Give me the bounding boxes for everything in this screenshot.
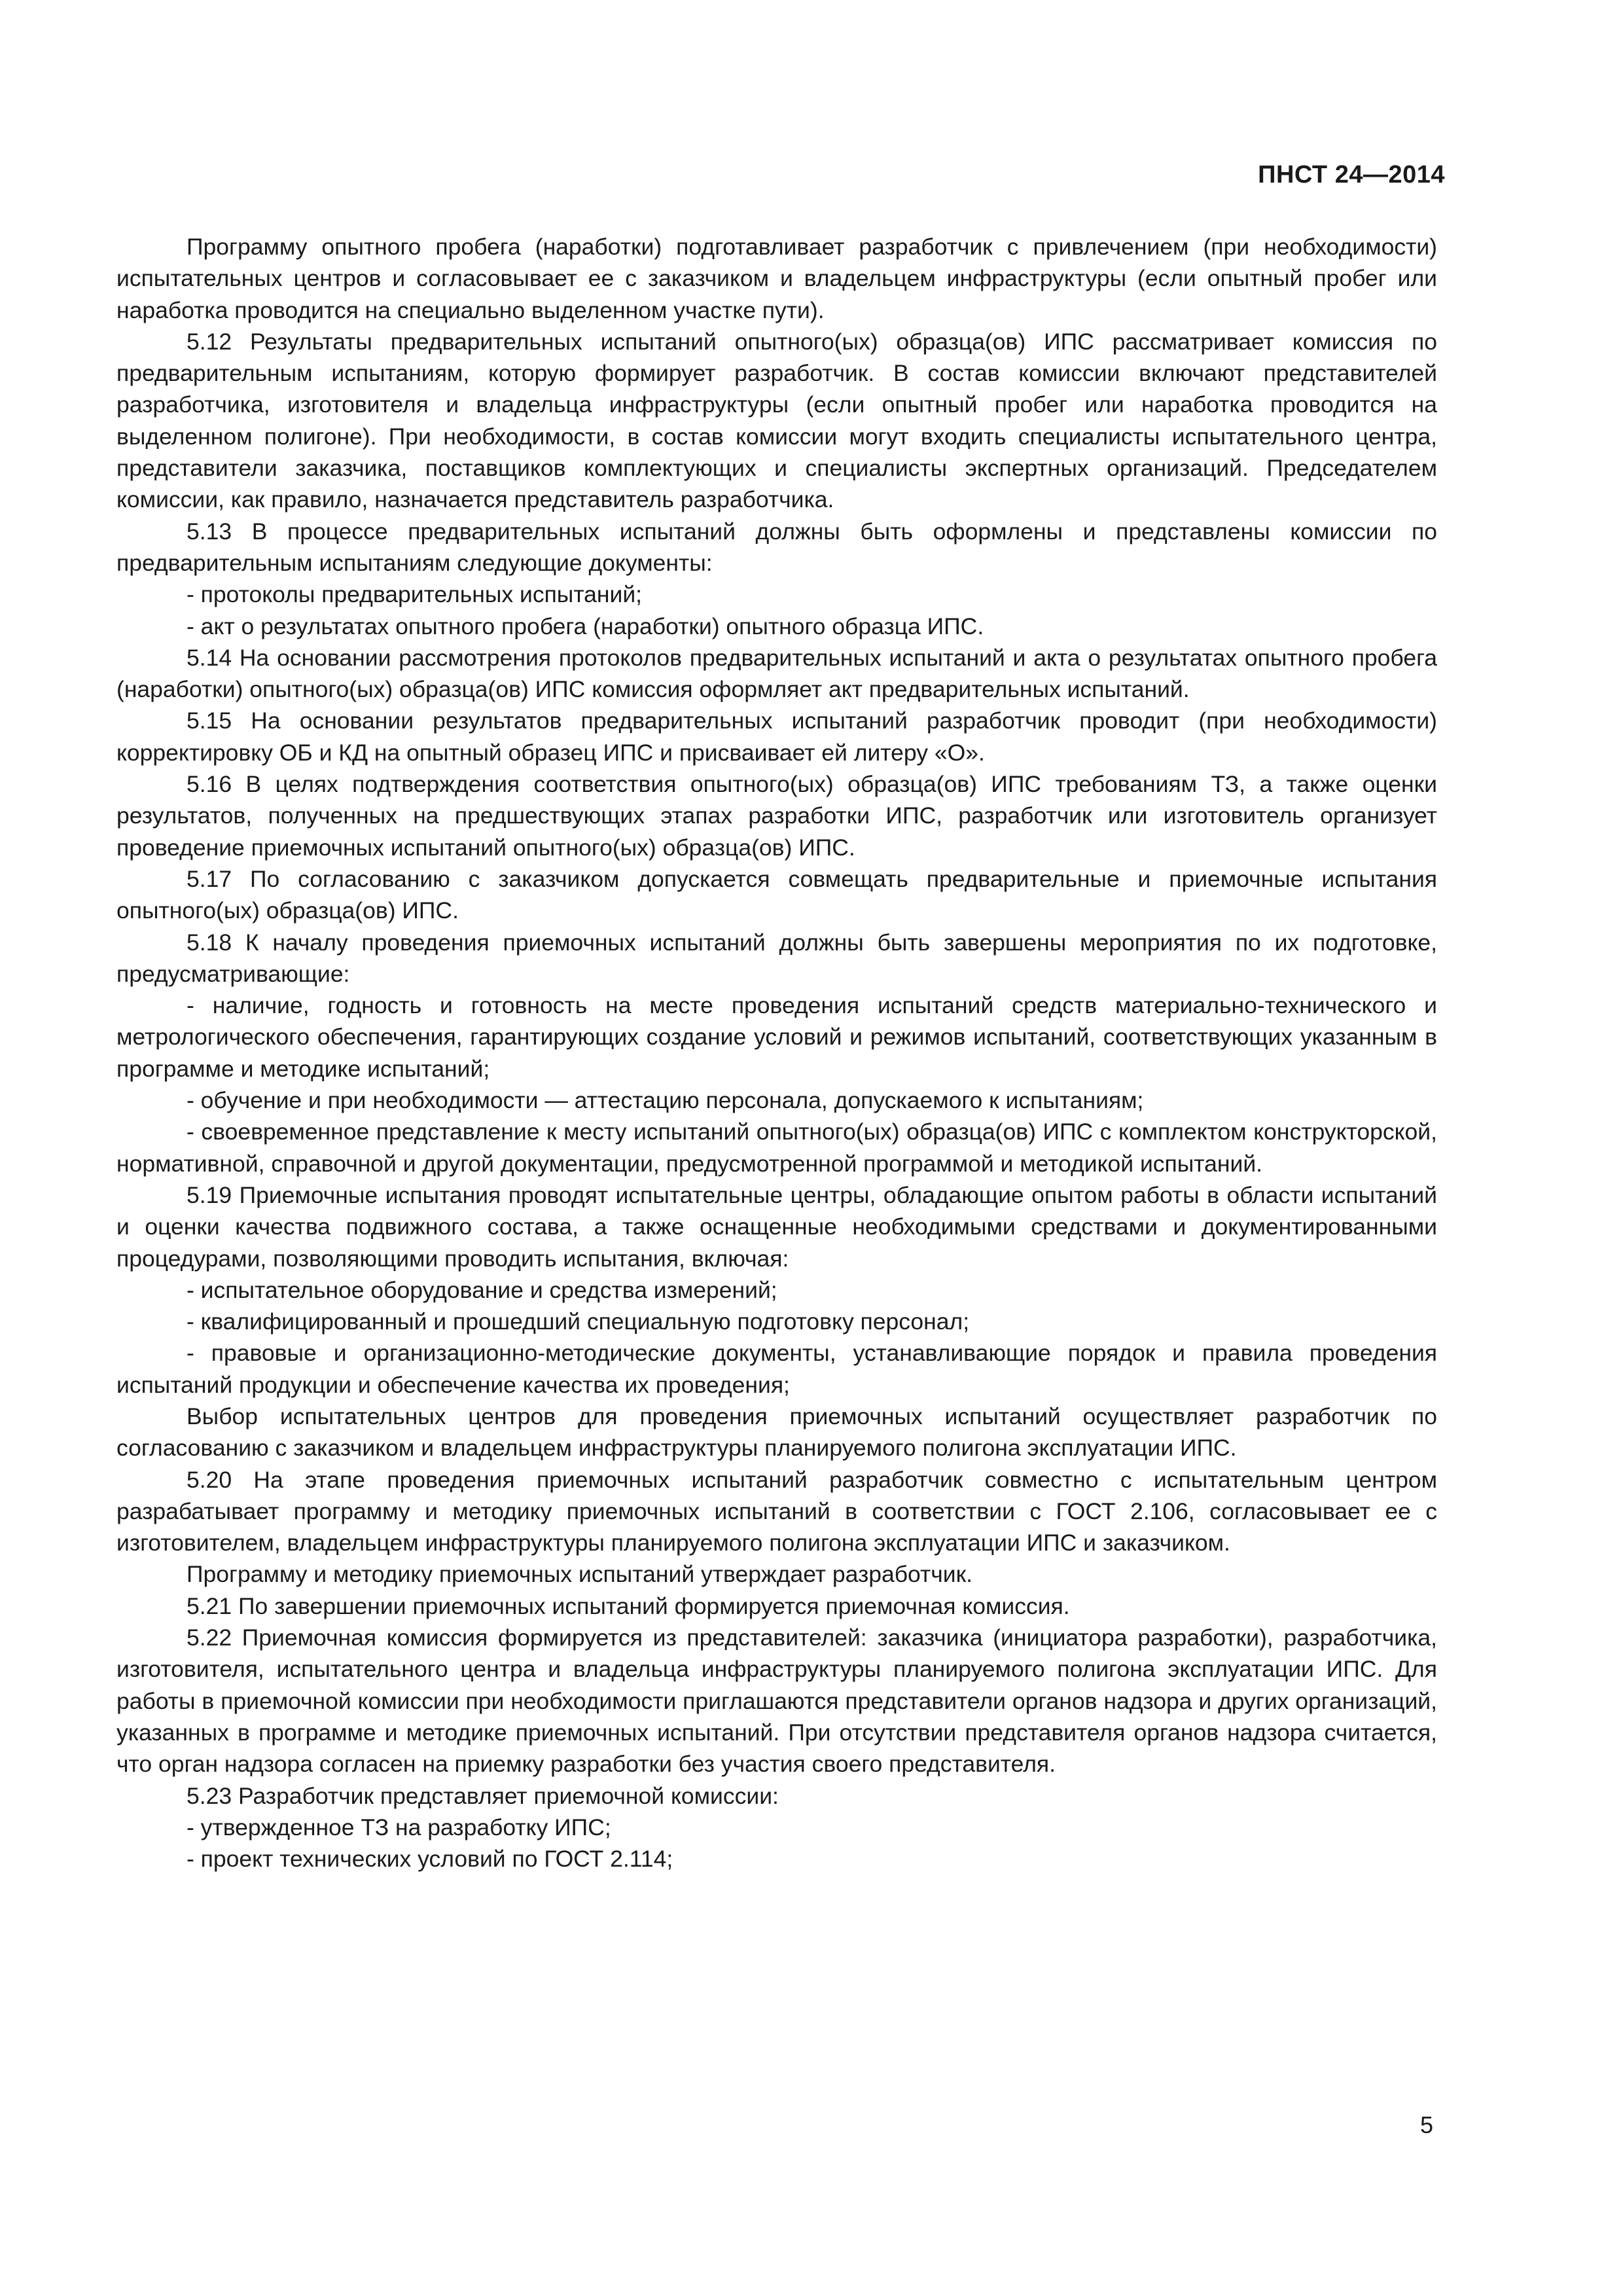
paragraph: 5.12 Результаты предварительных испытаний опытного(ых) образца(ов) ИПС рассматривает комиссия по предварительным испытаниям, которую формирует разработчик. В состав комиссии включают представителей разработчика, изготовителя и владельца инфраструктуры (если опытный пробег или наработка проводится на выделенном полигоне). При необходимости, в состав комиссии могут входить специалисты испытательного центра, представители заказчика, поставщиков комплектующих и специалисты экспертных организаций. Председателем комиссии, как правило, назначается представитель разработчика. — [116, 328, 1437, 513]
paragraph: 5.23 Разработчик представляет приемочной комиссии: — [187, 1782, 779, 1809]
paragraph: 5.20 На этапе проведения приемочных испытаний разработчик совместно с испытательным центром разрабатывает программу и методику приемочных испытаний в соответствии с ГОСТ 2.106, согласовывает ее с изготовителем, владельцем инфраструктуры планируемого полигона эксплуатации ИПС и заказчиком. — [116, 1466, 1437, 1556]
paragraph: Выбор испытательных центров для проведения приемочных испытаний осуществляет разработчик по согласованию с заказчиком и владельцем инфраструктуры планируемого полигона эксплуатации ИПС. — [116, 1403, 1437, 1462]
list-item: - протоколы предварительных испытаний; — [187, 581, 643, 608]
list-item: - проект технических условий по ГОСТ 2.114; — [187, 1846, 673, 1873]
list-item: - своевременное представление к месту испытаний опытного(ых) образца(ов) ИПС с комплектом конструкторской, нормативной, справочной и другой документации, предусмотренной программой и методикой испытаний. — [116, 1119, 1437, 1177]
paragraph: 5.16 В целях подтверждения соответствия опытного(ых) образца(ов) ИПС требованиям ТЗ, а также оценки результатов, полученных на предшествующих этапах разработки ИПС, разработчик или изготовитель организует проведение приемочных испытаний опытного(ых) образца(ов) ИПС. — [116, 771, 1437, 861]
paragraph: 5.17 По согласованию с заказчиком допускается совмещать предварительные и приемочные испытания опытного(ых) образца(ов) ИПС. — [116, 865, 1437, 924]
list-item: - утвержденное ТЗ на разработку ИПС; — [187, 1814, 611, 1840]
list-item: - квалифицированный и прошедший специальную подготовку персонал; — [187, 1308, 970, 1335]
paragraph: 5.13 В процессе предварительных испытаний должны быть оформлены и представлены комиссии по предварительным испытаниям следующие документы: — [116, 518, 1437, 576]
list-item: - обучение и при необходимости — аттестацию персонала, допускаемого к испытаниям; — [187, 1087, 1144, 1114]
paragraph: 5.22 Приемочная комиссия формируется из представителей: заказчика (инициатора разработки), разработчика, изготовителя, испытательного центра и владельца инфраструктуры планируемого полигона эксплуатации ИПС. Для работы в приемочной комиссии при необходимости приглашаются представители органов надзора и других организаций, указанных в программе и методике приемочных испытаний. При отсутствии представителя органов надзора считается, что орган надзора согласен на приемку разработки без участия своего представителя. — [116, 1624, 1437, 1778]
document-body — [116, 231, 1437, 1874]
paragraph: 5.15 На основании результатов предварительных испытаний разработчик проводит (при необходимости) корректировку ОБ и КД на опытный образец ИПС и присваивает ей литеру «О». — [116, 708, 1437, 766]
paragraph: 5.14 На основании рассмотрения протоколов предварительных испытаний и акта о результатах опытного пробега (наработки) опытного(ых) образца(ов) ИПС комиссия оформляет акт предварительных испытаний. — [116, 644, 1437, 703]
document-code-header: ПНСТ 24—2014 — [1258, 161, 1445, 188]
paragraph: Программу и методику приемочных испытаний утверждает разработчик. — [187, 1561, 973, 1588]
list-item: - акт о результатах опытного пробега (наработки) опытного образца ИПС. — [187, 613, 984, 639]
list-item: - правовые и организационно-методические документы, устанавливающие порядок и правила проведения испытаний продукции и обеспечение качества их проведения; — [116, 1340, 1437, 1398]
list-item: - наличие, годность и готовность на месте проведения испытаний средств материально-технического и метрологического обеспечения, гарантирующих создание условий и режимов испытаний, соответствующих указанным в программе и методике испытаний; — [116, 992, 1437, 1082]
page-number: 5 — [1419, 2111, 1433, 2138]
list-item: - испытательное оборудование и средства измерений; — [187, 1276, 777, 1303]
paragraph: 5.21 По завершении приемочных испытаний формируется приемочная комиссия. — [187, 1592, 1070, 1619]
paragraph: 5.19 Приемочные испытания проводят испытательные центры, обладающие опытом работы в области испытаний и оценки качества подвижного состава, а также оснащенные необходимыми средствами и документированными процедурами, позволяющими проводить испытания, включая: — [116, 1181, 1437, 1272]
paragraph: Программу опытного пробега (наработки) подготавливает разработчик с привлечением (при необходимости) испытательных центров и согласовывает ее с заказчиком и владельцем инфраструктуры (если опытный пробег или наработка проводится на специально выделенном участке пути). — [116, 234, 1437, 323]
paragraph: 5.18 К началу проведения приемочных испытаний должны быть завершены мероприятия по их подготовке, предусматривающие: — [116, 929, 1437, 987]
